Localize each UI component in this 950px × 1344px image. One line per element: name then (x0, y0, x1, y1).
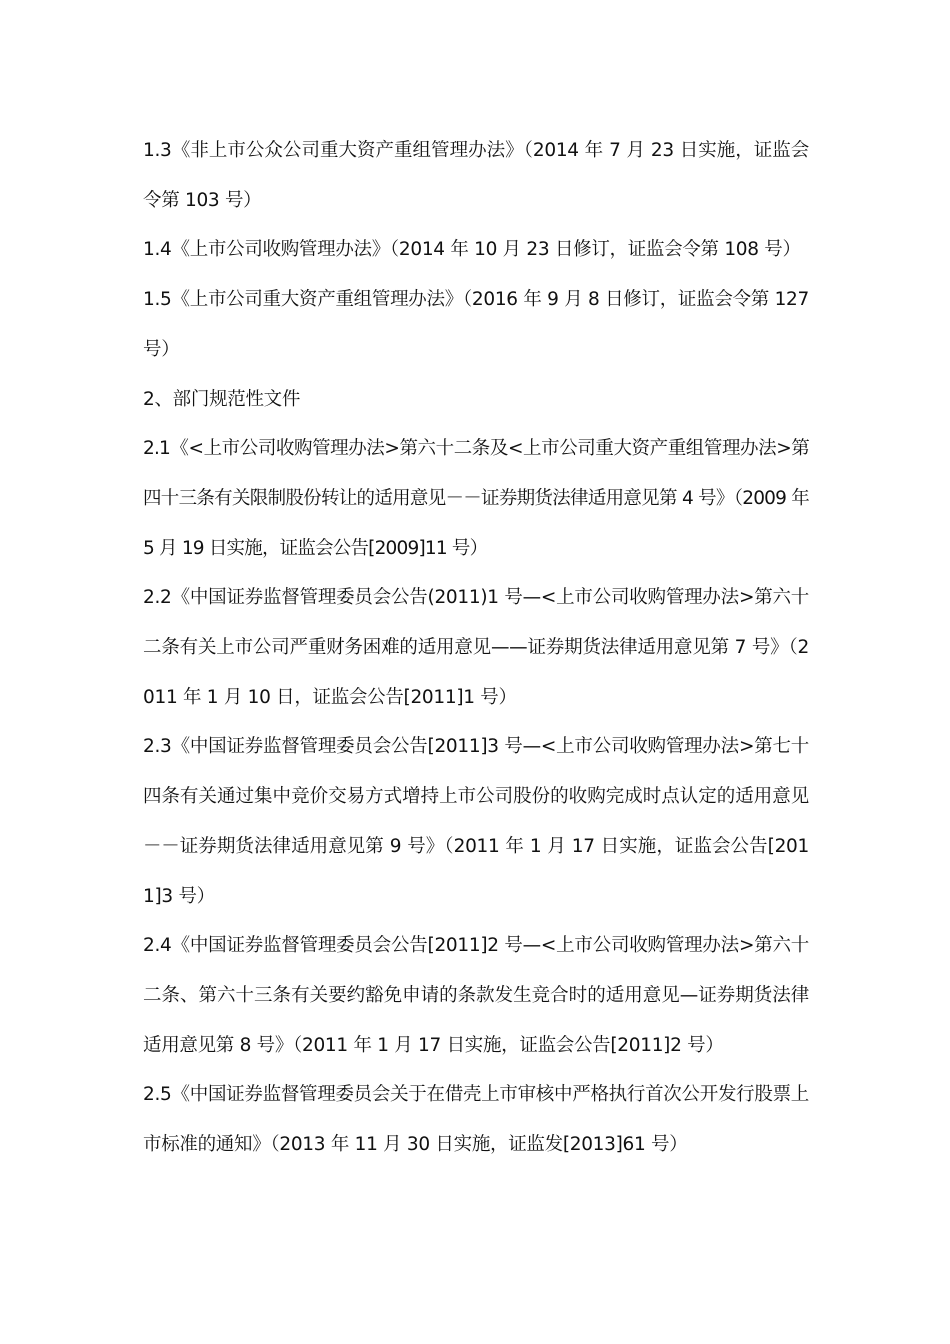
paragraph-2-2: 2.2《中国证券监督管理委员会公告(2011)1 号—<上市公司收购管理办法>第六十二条有关上市公司严重财务困难的适用意见——证券期货法律适用意见第 7 号》（2011 年 1 月 10 日，证监会公告[2011]1 号） (143, 587, 809, 708)
paragraph-2-3: 2.3《中国证券监督管理委员会公告[2011]3 号—<上市公司收购管理办法>第七十四条有关通过集中竞价交易方式增持上市公司股份的收购完成时点认定的适用意见－－证券期货法律适用意见第 9 号》（2011 年 1 月 17 日实施，证监会公告[2011]3 号） (143, 736, 809, 907)
document-body (143, 126, 809, 1170)
paragraph-2-1: 2.1《<上市公司收购管理办法>第六十二条及<上市公司重大资产重组管理办法>第四十三条有关限制股份转让的适用意见－－证券期货法律适用意见第 4 号》（2009 年 5 月 19 日实施，证监会公告[2009]11 号） (143, 438, 809, 559)
section-heading-2: 2、部门规范性文件 (143, 388, 301, 410)
paragraph-1-4: 1.4《上市公司收购管理办法》（2014 年 10 月 23 日修订，证监会令第 108 号） (143, 239, 801, 261)
paragraph-2-4: 2.4《中国证券监督管理委员会公告[2011]2 号—<上市公司收购管理办法>第六十二条、第六十三条有关要约豁免申请的条款发生竞合时的适用意见—证券期货法律适用意见第 8 号》（2011 年 1 月 17 日实施，证监会公告[2011]2 号） (143, 935, 809, 1056)
paragraph-2-5: 2.5《中国证券监督管理委员会关于在借壳上市审核中严格执行首次公开发行股票上市标准的通知》（2013 年 11 月 30 日实施，证监发[2013]61 号） (143, 1084, 809, 1156)
paragraph-1-5: 1.5《上市公司重大资产重组管理办法》（2016 年 9 月 8 日修订，证监会令第 127 号） (143, 289, 809, 360)
paragraph-1-3: 1.3《非上市公众公司重大资产重组管理办法》（2014 年 7 月 23 日实施，证监会令第 103 号） (143, 140, 809, 211)
